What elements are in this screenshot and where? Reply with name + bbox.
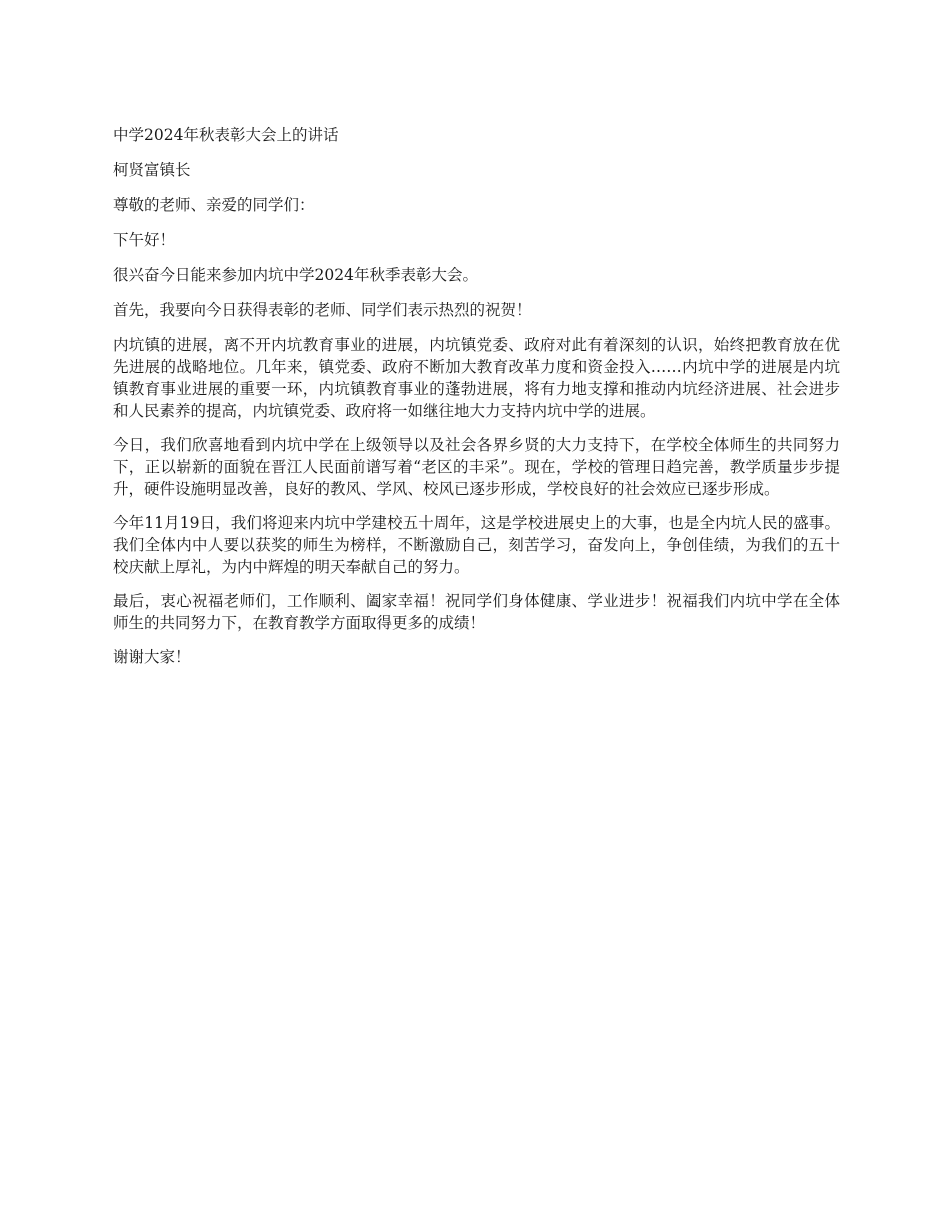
- document-author: 柯贤富镇长: [113, 161, 191, 179]
- salutation-paragraph: 下午好！: [113, 231, 176, 249]
- intro-paragraph: 很兴奋今日能来参加内坑中学2024年秋季表彰大会。: [113, 266, 478, 284]
- body-paragraph: 内坑镇的进展，离不开内坑教育事业的进展，内坑镇党委、政府对此有着深刻的认识，始终把教育放在优先进展的战略地位。几年来，镇党委、政府不断加大教育改革力度和资金投入……内坑中学的进展是内坑镇教育事业进展的重要一环，内坑镇教育事业的蓬勃进展，将有力地支撑和推动内坑经济进展、社会进步和人民素养的提高，内坑镇党委、政府将一如继往地大力支持内坑中学的进展。: [113, 336, 840, 420]
- closing-paragraph: 最后，衷心祝福老师们，工作顺利、阖家幸福！祝同学们身体健康、学业进步！祝福我们内坑中学在全体师生的共同努力下，在教育教学方面取得更多的成绩！: [113, 592, 840, 632]
- body-paragraph: 今日，我们欣喜地看到内坑中学在上级领导以及社会各界乡贤的大力支持下，在学校全体师生的共同努力下，正以崭新的面貌在晋江人民面前谱写着“老区的丰采”。现在，学校的管理日趋完善，教学质量步步提升，硬件设施明显改善，良好的教风、学风、校风已逐步形成，学校良好的社会效应已逐步形成。: [113, 436, 840, 498]
- document-body: [113, 124, 840, 681]
- body-paragraph: 今年11月19日，我们将迎来内坑中学建校五十周年，这是学校进展史上的大事，也是全内坑人民的盛事。我们全体内中人要以获奖的师生为榜样，不断激励自己，刻苦学习，奋发向上，争创佳绩，为我们的五十校庆献上厚礼，为内中辉煌的明天奉献自己的努力。: [113, 514, 840, 576]
- greeting-paragraph: 尊敬的老师、亲爱的同学们：: [113, 196, 315, 214]
- congratulation-paragraph: 首先，我要向今日获得表彰的老师、同学们表示热烈的祝贺！: [113, 301, 532, 319]
- thanks-paragraph: 谢谢大家！: [113, 648, 191, 666]
- document-title: 中学2024年秋表彰大会上的讲话: [113, 126, 339, 144]
